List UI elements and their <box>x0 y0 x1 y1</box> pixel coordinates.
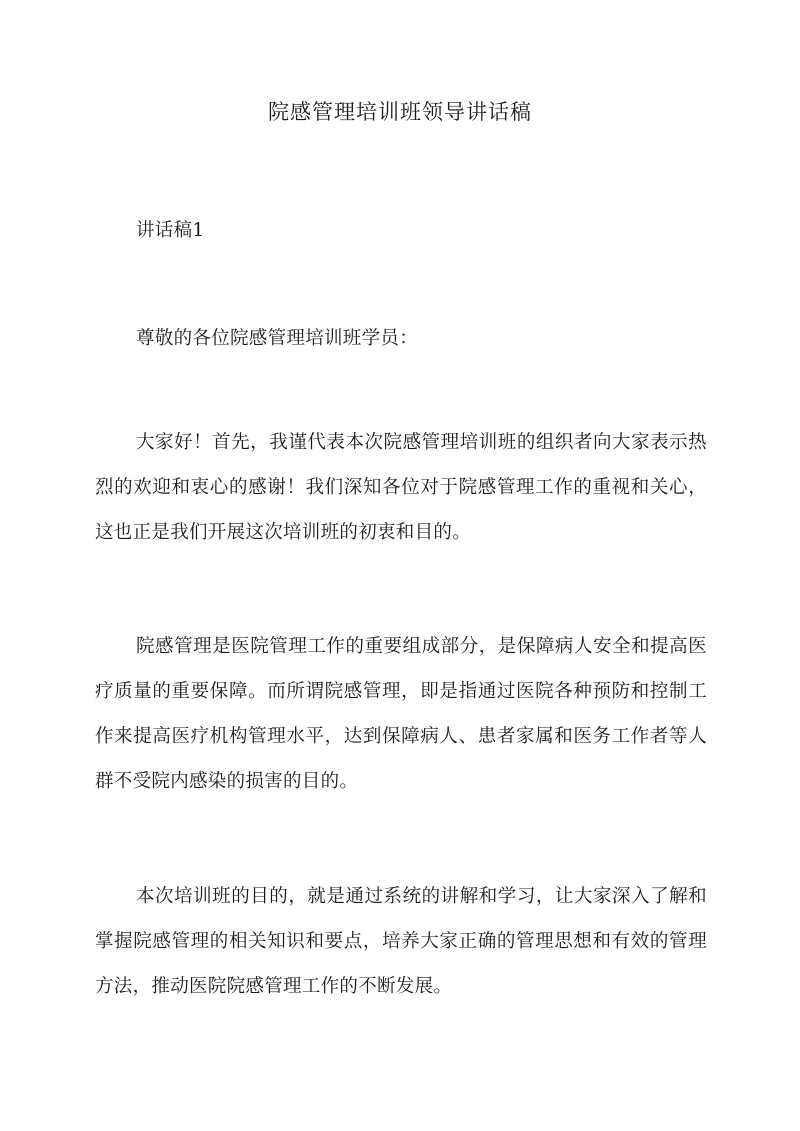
section-heading: 讲话稿1 <box>136 220 205 241</box>
salutation: 尊敬的各位院感管理培训班学员： <box>136 328 419 349</box>
body-paragraph-2: 院感管理是医院管理工作的重要组成部分，是保障病人安全和提高医疗质量的重要保障。而所谓院感管理，即是指通过医院各种预防和控制工作来提高医疗机构管理水平，达到保障病人、患者家属和医务工作者等人群不受院内感染的损害的目的。 <box>95 636 707 792</box>
document-title: 院感管理培训班领导讲话稿 <box>268 100 532 124</box>
body-paragraph-1: 大家好！首先，我谨代表本次院感管理培训班的组织者向大家表示热烈的欢迎和衷心的感谢！我们深知各位对于院感管理工作的重视和关心，这也正是我们开展这次培训班的初衷和目的。 <box>95 432 707 543</box>
body-paragraph-3: 本次培训班的目的，就是通过系统的讲解和学习，让大家深入了解和掌握院感管理的相关知识和要点，培养大家正确的管理思想和有效的管理方法，推动医院院感管理工作的不断发展。 <box>95 886 707 997</box>
